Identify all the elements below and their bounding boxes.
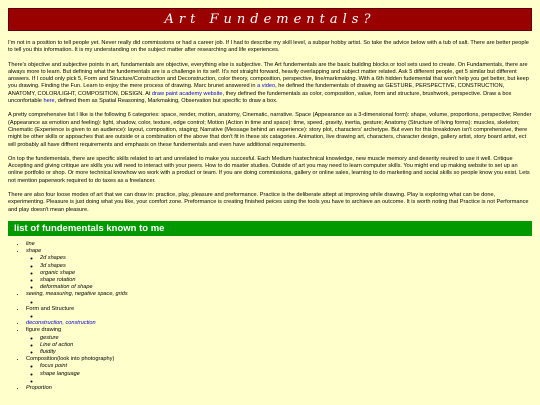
list-item: ◦ shape language — [40, 371, 532, 378]
skills-paragraph: On top the fundementals, there are specific skills related to art and unrelated to make you succesful. Each Medium hastechnical knowledge, new muscle memory and dexerity reuired to use it well. Critique Accepting and giving critique are skills you will need to interact with your peers. How to do master studies. Outside of art you may need to learn computer skills. You might end up making website to set up an online portfolio or shop. Or more technical knowhow wo work with a product or team. If you are doing commissions, gallery or online sales, learning to do marketing and social skills so people know you exist. Lets not mention paperwork required to do taxes as a freelancer. — [8, 155, 530, 184]
list-item-seeing-sub — [26, 299, 532, 306]
intro-paragraph: I'm not in a position to tell people yet. Never really did commissions or had a career job. If I had to describe my skill level, a subpar hobby artist. So take the advice below with a tub of salt. There are better people to tell you this information. It is my understanding on the subject matter after researching and life experiences. — [8, 40, 529, 54]
draw-a-box-link[interactable]: here — [43, 98, 55, 105]
list-item-label: Composition(look into photography) — [26, 356, 115, 363]
list-item-empty — [40, 299, 532, 306]
list-item-line: • line — [26, 241, 532, 248]
list-item: ◦ 3d shapes — [40, 263, 532, 270]
deconstruction-link[interactable]: deconstruction, construction — [26, 320, 96, 327]
fundamentals-text-3: , they defined the fundementals as color, composition, value, form and structure, brushwork, perspective. Draw a box unconfortable — [8, 90, 512, 105]
list-item: ◦ focus point — [40, 363, 532, 370]
composition-sublist — [26, 363, 532, 385]
list-item: ◦ organic shape — [40, 270, 532, 277]
form-sublist — [26, 313, 532, 320]
seeing-sublist — [26, 299, 532, 306]
categories-paragraph: A pretty comprehensive list I like is the following 6 categories: space, render, motion, anatomy, Cinematic, narrative. Space (Appearance as a 3-dimensional form): shape, volume, proportions, perspective; Render (Appearance as emotion and feeling): light, shadow, color, texture, edge control; Motion (Action in time and space): time, speed, gravity, inertia, gesture; Anatomy (Structure of living forms): muscles, skeleton; Cinematic (Experience is given to an audience): layout, composition, staging; Narrative (Message behind an experience): story plot, characters' archetype. But even for this breakdown isn't comprehensive, there might be other skills or appoaches that are outside or a combination of the above that don't fit in these six catagories. Animation, live drawing art, characters, character design, gallery artist, story board artist, ect will probably all have diffrent requirements and emphasis on these fundementals and even have additional requirements. — [8, 112, 532, 148]
shape-sublist — [26, 255, 532, 291]
list-item-label: Form and Structure — [26, 305, 75, 312]
video-link[interactable]: a video — [257, 83, 276, 90]
list-item-empty — [40, 378, 532, 385]
section-heading: list of fundementals known to me — [8, 221, 532, 236]
list-item-label: figure drawing — [26, 327, 62, 334]
list-item: ◦ shape rotation — [40, 277, 532, 284]
figure-sublist — [26, 335, 532, 357]
list-item-label: shape — [26, 248, 42, 255]
list-item: ◦ 2d shapes — [40, 255, 532, 262]
list-item: ◦ Line of action — [40, 342, 532, 349]
draw-paint-academy-link[interactable]: draw paint academy website — [151, 90, 223, 97]
list-item-empty — [40, 313, 532, 320]
list-item: ◦ deformation of shape — [40, 284, 532, 291]
fundamentals-text-1: There's objective and subjective points in art, fundamentals are objective, everything else is subjective. The Art fundementals are the basic building blocks or tool sets used to create. On Fundamentals, there are always more to learn. But defining what the fundementals are is a challenge in its self. It's not straight forward, heavily overlapping and subject matter related. Ask 5 different people, get 5 similar but different answers. If I could only pick 5, Form and Structure/Construction and Deconstruction, color theory, composition, perspective, line/markmaking. With a 6th hidden fudemental that won't help you get better, but keep you drawing. Finding the Fun. Learn to enjoy the mere process of drawing. Marc brunet answered in — [8, 61, 529, 90]
fundamentals-text-2: , he defined the fundementals of drawing as GESTURE, PERSPECTIVE, CONSTRUCTION, ANATOMY, COLOR/LIGHT, COMPOSITION, DESIGN. At — [8, 83, 505, 97]
fundamentals-list — [8, 241, 532, 392]
modes-paragraph: There are also four loose modes of art that we can draw in: practice, play, pleasure and preformance. Practice is the deliberate attept at improving while drawing. Play is exploring what can be done, experimenting. Pleasure is just doing what you like, your comfort zone. Preformance is creating finished peices using the tools you have to archieve an outcome. It is worth noting that Practice is not Performance and play doesn't mean pleasure. — [8, 192, 529, 213]
list-item-shape — [26, 248, 532, 291]
list-item-composition — [26, 356, 532, 385]
page-title: Art Fundementals? — [8, 8, 532, 31]
list-item-seeing: • seeing, measuring, negative space, grids — [26, 291, 532, 298]
fundamentals-paragraph — [8, 62, 532, 106]
fundamentals-text-4: , defined them as Spatial Reasoning, Markmaking, Observation but specific to draw a box. — [54, 98, 278, 105]
list-item-decon — [26, 320, 532, 327]
list-item-figure — [26, 327, 532, 356]
list-item: ◦ gesture — [40, 335, 532, 342]
list-item: ◦ fluidity — [40, 349, 532, 356]
list-item-proportion: • Proportion — [26, 385, 532, 392]
list-item-form — [26, 306, 532, 320]
